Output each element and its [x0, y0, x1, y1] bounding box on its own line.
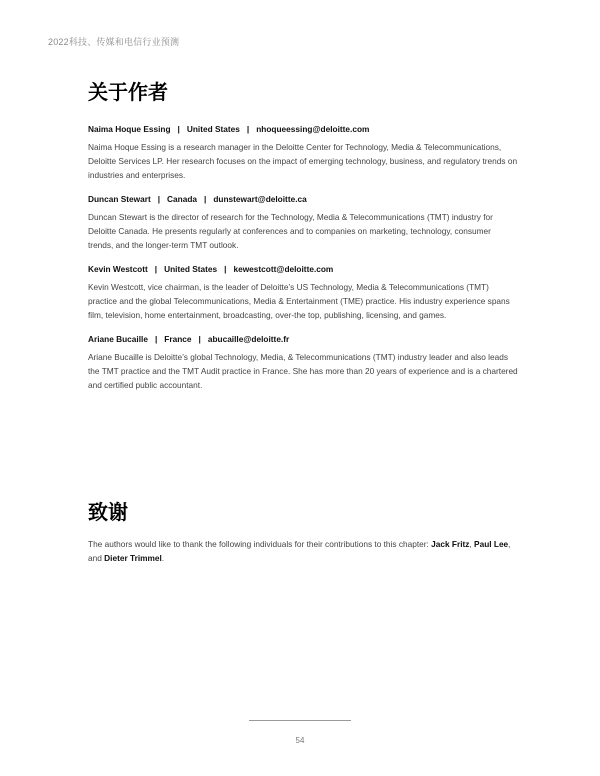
author-entry [88, 124, 518, 182]
author-country: United States [164, 264, 218, 274]
byline-separator: | [154, 264, 158, 274]
running-header: 2022科技、传媒和电信行业预测 [48, 37, 180, 47]
author-country: Canada [167, 194, 198, 204]
ack-intro: The authors would like to thank the following individuals for their contributions to this chapter: [88, 539, 432, 549]
author-email: abucaille@deloitte.fr [207, 334, 290, 344]
byline-separator: | [157, 194, 161, 204]
acknowledgements-text [88, 537, 513, 565]
ack-separator: , and [88, 539, 511, 563]
author-entry [88, 264, 518, 322]
author-byline [88, 334, 518, 344]
author-email: kewestcott@deloitte.com [233, 264, 334, 274]
acknowledgements-title: 致谢 [88, 500, 128, 524]
byline-separator: | [154, 334, 158, 344]
ack-separator: , [469, 539, 475, 549]
ack-person: Jack Fritz [431, 539, 470, 549]
author-name: Kevin Westcott [88, 264, 148, 274]
byline-separator: | [177, 124, 180, 134]
author-name: Naima Hoque Essing [88, 124, 171, 134]
author-bio: Duncan Stewart is the director of research for the Technology, Media & Telecommunications (TMT) industry for Deloitte Canada. He presents regularly at conferences and to companies on marketing, technology, consumer trends, and the longer-term TMT outlook. [88, 212, 493, 250]
page-number: 54 [295, 736, 305, 745]
author-bio: Kevin Westcott, vice chairman, is the leader of Deloitte’s US Technology, Media & Telecommunications (TMT) practice and the global Telecommunications, Media & Entertainment (TME) practice. His industry experience spans film, television, home entertainment, broadcasting, over-the top, publishing, licensing, and games. [88, 282, 510, 320]
author-name: Duncan Stewart [88, 194, 151, 204]
ack-end: . [161, 553, 165, 563]
byline-separator: | [198, 334, 201, 344]
author-bio: Ariane Bucaille is Deloitte’s global Technology, Media, & Telecommunications (TMT) industry leader and also leads the TMT practice and the TMT Audit practice in France. She has more than 20 years of experience and is a chartered and certified public accountant. [88, 352, 518, 390]
byline-separator: | [204, 194, 207, 204]
author-name: Ariane Bucaille [88, 334, 148, 344]
author-country: United States [186, 124, 240, 134]
author-entry [88, 334, 518, 392]
author-byline [88, 194, 518, 204]
byline-separator: | [224, 264, 227, 274]
footer-divider [249, 720, 351, 721]
ack-person: Dieter Trimmel [104, 553, 162, 563]
authors-list [88, 124, 518, 404]
author-country: France [164, 334, 192, 344]
ack-person: Paul Lee [474, 539, 509, 549]
author-byline [88, 264, 518, 274]
byline-separator: | [246, 124, 250, 134]
author-entry [88, 194, 518, 252]
author-bio: Naima Hoque Essing is a research manager in the Deloitte Center for Technology, Media & Telecommunications, Deloitte Services LP. Her research focuses on the impact of emerging technology, business, and regulatory trends on industries and enterprises. [88, 142, 518, 180]
author-byline [88, 124, 518, 134]
author-email: nhoqueessing@deloitte.com [256, 124, 370, 134]
author-email: dunstewart@deloitte.ca [213, 194, 307, 204]
about-authors-title: 关于作者 [88, 80, 168, 104]
